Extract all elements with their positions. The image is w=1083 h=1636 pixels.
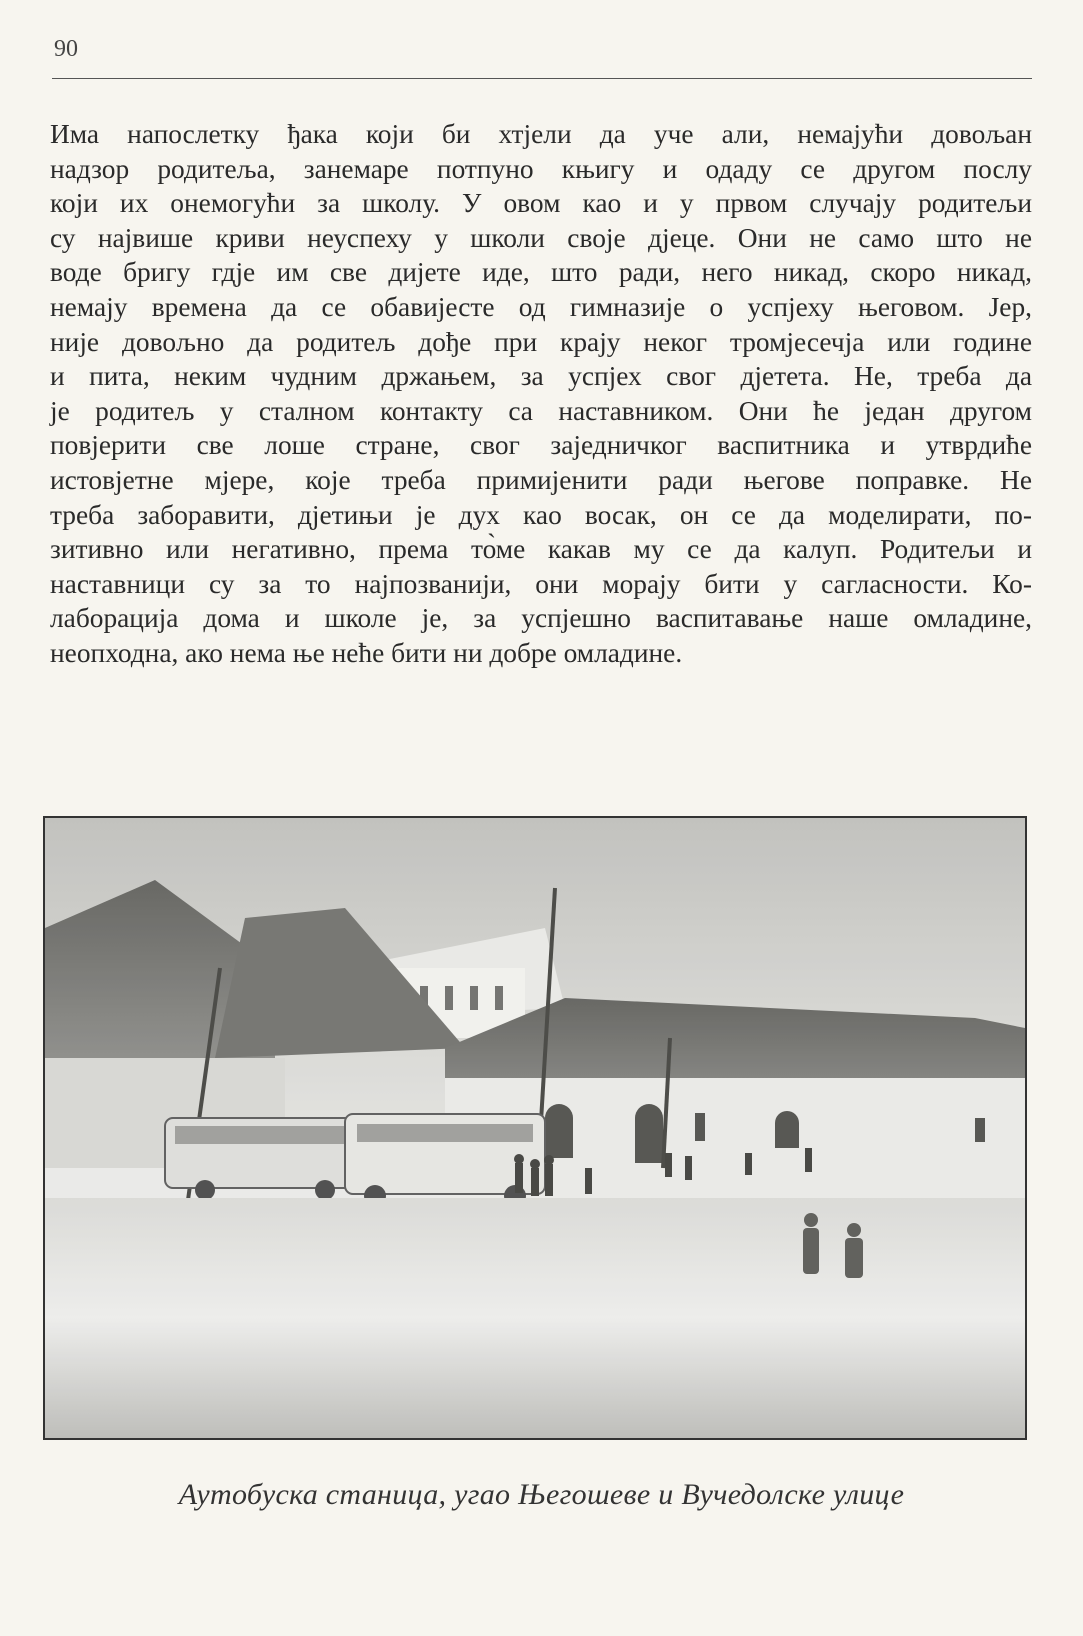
text-line: који их онемогући за школу. У овом као и у првом случају родитељи <box>50 188 1032 219</box>
text-line: неопходна, ако нема ње неће бити ни добре омладине. <box>50 637 683 668</box>
text-line: зитивно или негативно, према то̀ме какав му се да калуп. Родитељи и <box>50 534 1032 565</box>
text-line: немају времена да се обавијесте од гимназије о успјеху његовом. Јер, <box>50 291 1032 322</box>
text-line: наставници су за то најпозванији, они морају бити у сагласности. Ко- <box>50 568 1032 599</box>
text-line: лаборација дома и школе је, за успјешно васпитавање наше омладине, <box>50 603 1032 634</box>
text-line: Има напослетку ђака који би хтјели да уче али, немајући довољан <box>50 119 1032 149</box>
text-line: и пита, неким чудним држањем, за успјех свог дјетета. Не, треба да <box>50 361 1032 392</box>
text-line: је родитељ у сталном контакту са наставником. Они ће један другом <box>50 395 1032 426</box>
historic-photo <box>43 816 1027 1440</box>
bus-station-photo-illustration <box>45 818 1025 1438</box>
text-line: повјерити све лоше стране, свог заједничког васпитника и утврдиће <box>50 430 1032 461</box>
photo-caption: Аутобуска станица, угао Његошеве и Вучедолске улице <box>178 1478 905 1511</box>
body-text <box>50 117 1032 671</box>
text-line: није довољно да родитељ дође при крају неког тромјесечја или године <box>50 326 1032 357</box>
text-line: су највише криви неуспеху у школи своје дјеце. Они не само што не <box>50 222 1032 253</box>
text-line: истовјетне мјере, које треба примијенити ради његове поправке. Не <box>50 464 1032 495</box>
text-line: воде бригу гдје им све дијете иде, што ради, него никад, скоро никад, <box>50 257 1032 288</box>
text-line: надзор родитеља, занемаре потпуно књигу и одаду се другом послу <box>50 153 1032 184</box>
text-line: треба заборавити, дјетињи је дух као восак, он се да моделирати, по- <box>50 499 1032 530</box>
page-number: 90 <box>54 36 78 62</box>
header-rule <box>52 78 1032 79</box>
